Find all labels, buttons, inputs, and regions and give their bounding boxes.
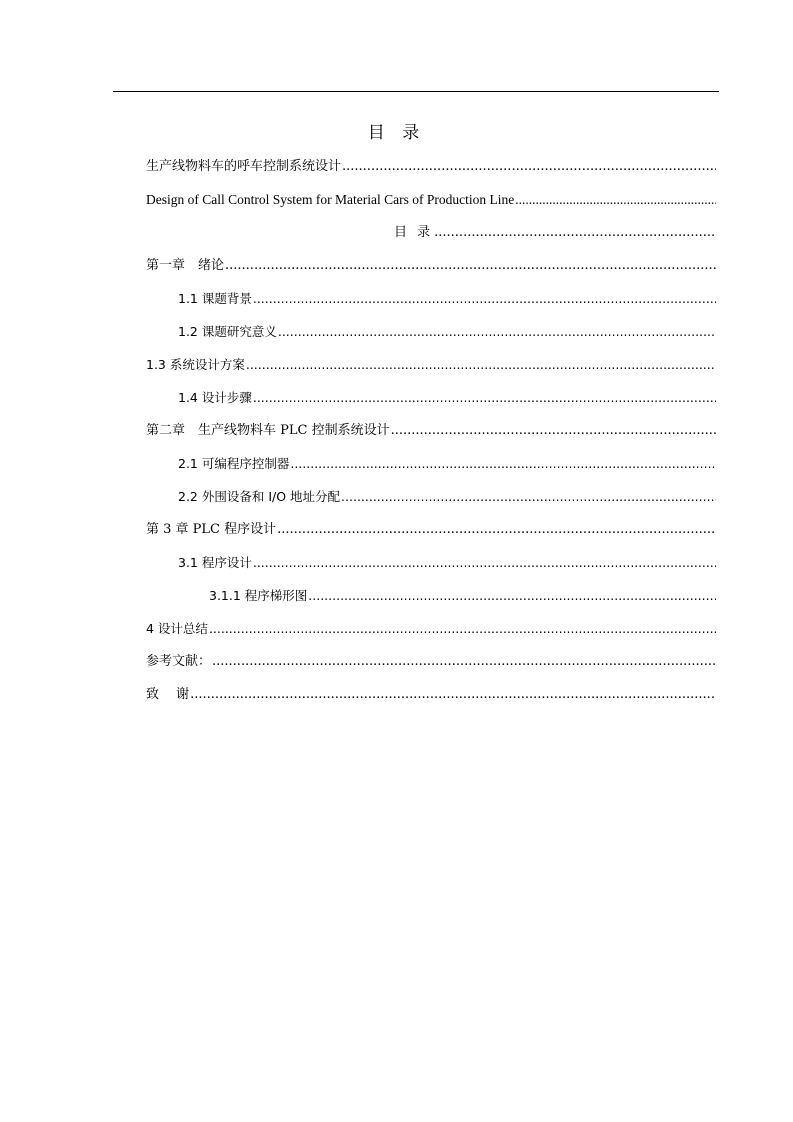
leader-dots (190, 684, 716, 706)
leader-dots (277, 519, 716, 541)
leader-dots (225, 255, 716, 277)
leader-dots (212, 651, 716, 673)
leader-dots (253, 288, 716, 310)
toc-entry-label: 1.2 课题研究意义 (178, 324, 277, 339)
leader-dots (391, 420, 716, 442)
leader-dots (515, 189, 716, 211)
leader-dots (253, 387, 716, 409)
toc-entry-label: 生产线物料车的呼车控制系统设计 (146, 159, 342, 174)
toc-entry[interactable] (178, 453, 716, 475)
toc-entry-label: 2.1 可编程序控制器 (178, 456, 290, 471)
toc-entry[interactable] (209, 585, 716, 607)
leader-dots (290, 453, 716, 475)
toc-entry-label: 2.2 外围设备和 I/O 地址分配 (178, 489, 341, 504)
toc-entry-label: 1.3 系统设计方案 (146, 357, 245, 372)
toc-entry-label: 第 3 章 PLC 程序设计 (146, 522, 277, 537)
toc-entry[interactable] (178, 552, 716, 574)
toc-entry[interactable] (146, 519, 716, 541)
leader-dots (341, 486, 716, 508)
leader-dots (253, 552, 716, 574)
toc-entry-label: 3.1 程序设计 (178, 555, 252, 570)
toc-entry[interactable] (146, 684, 716, 706)
toc-entry-label: 4 设计总结 (146, 621, 208, 636)
page-title: 目 录 (367, 123, 426, 143)
toc-entry-label: 第二章 生产线物料车 PLC 控制系统设计 (146, 423, 390, 438)
toc-entry-label: 3.1.1 程序梯形图 (209, 588, 308, 603)
leader-dots (434, 222, 716, 244)
toc-entry-label: Design of Call Control System for Material Cars of Production Line (146, 192, 515, 207)
leader-dots (209, 618, 716, 640)
toc-entry[interactable] (178, 321, 716, 343)
toc-entry[interactable] (178, 288, 716, 310)
toc-entry[interactable] (394, 222, 716, 244)
toc-entry[interactable] (146, 189, 716, 211)
toc-entry-label: 第一章 绪论 (146, 258, 225, 273)
leader-dots (278, 321, 716, 343)
leader-dots (308, 585, 716, 607)
toc-entry-label: 1.1 课题背景 (178, 291, 252, 306)
header-rule (113, 91, 719, 92)
toc-entry[interactable] (178, 387, 716, 409)
toc-entry-label: 参考文献： (146, 654, 212, 669)
toc-entry-label: 1.4 设计步骤 (178, 390, 252, 405)
toc-entry[interactable] (146, 156, 716, 178)
toc-entry[interactable] (146, 618, 716, 640)
toc-entry[interactable] (146, 420, 716, 442)
toc-entry-label: 目 录 (394, 225, 434, 240)
toc-entry[interactable] (178, 486, 716, 508)
leader-dots (342, 156, 716, 178)
toc-entry[interactable] (146, 354, 716, 376)
leader-dots (246, 354, 716, 376)
toc-entry[interactable] (146, 651, 716, 673)
toc-entry-label: 致 谢 (146, 687, 190, 702)
toc-entry[interactable] (146, 255, 716, 277)
